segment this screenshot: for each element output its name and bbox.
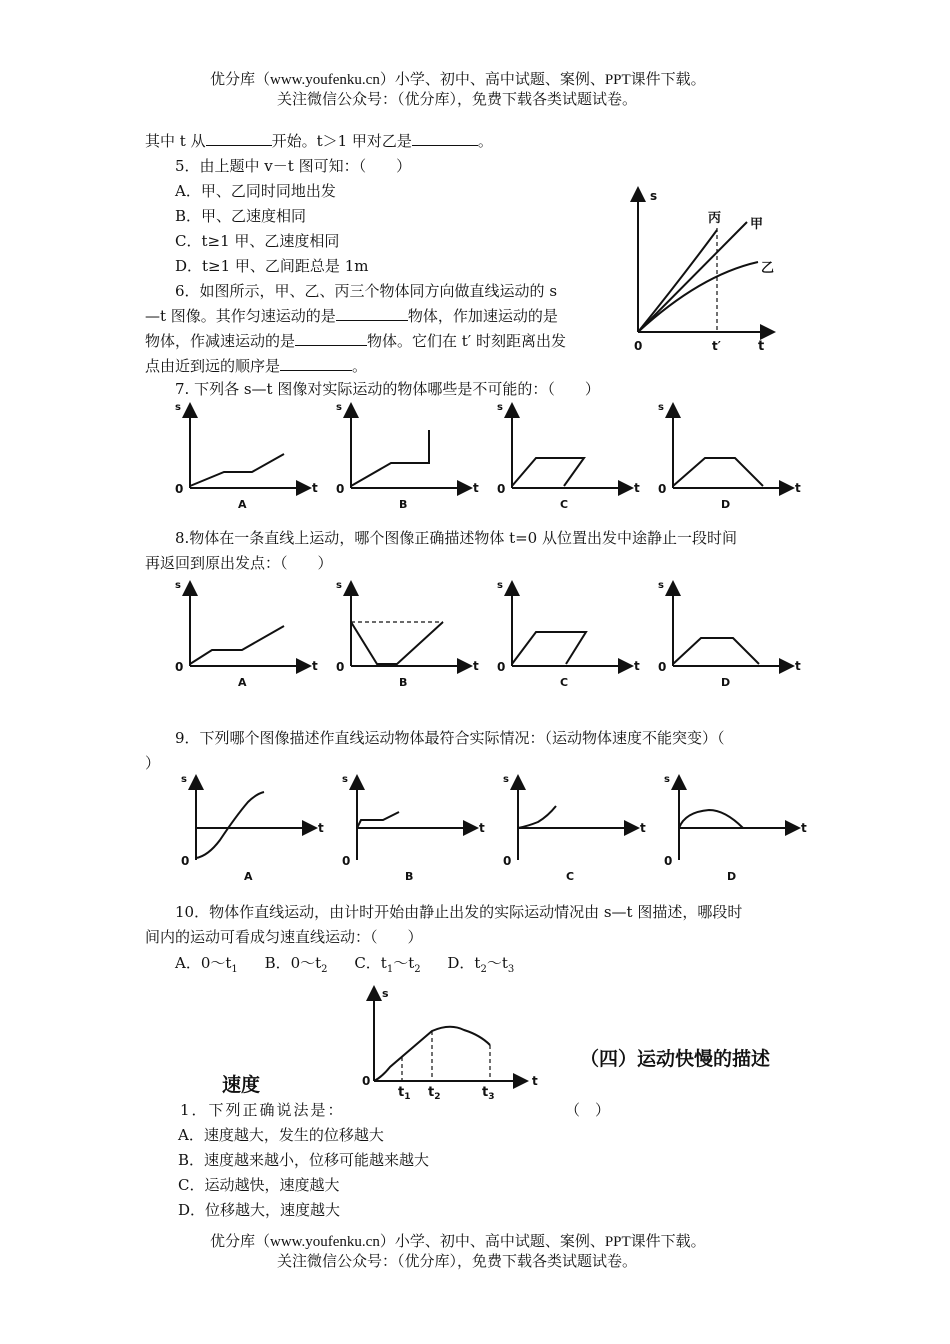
origin-label: 0 bbox=[342, 854, 351, 868]
graph-curve bbox=[357, 812, 399, 828]
q6-line-4: 点由近到远的顺序是 。 bbox=[145, 357, 368, 375]
s-label: s bbox=[175, 580, 181, 591]
option-label: A bbox=[244, 870, 253, 883]
q6-line-1: 6．如图所示，甲、乙、丙三个物体同方向做直线运动的 s bbox=[175, 282, 558, 300]
q9-line-2: ） bbox=[145, 754, 161, 772]
st-graph-d bbox=[655, 400, 805, 512]
option-label: D bbox=[721, 676, 731, 689]
graph-curve bbox=[190, 626, 284, 664]
header-line-1: 优分库（www.youfenku.cn）小学、初中、高中试题、案例、PPT课件下载。 bbox=[210, 72, 706, 88]
q9-line-1: 9．下列哪个图像描述作直线运动物体最符合实际情况：（运动物体速度不能突变）（ bbox=[175, 729, 725, 747]
s-label: s bbox=[382, 987, 389, 1000]
option-label: B bbox=[405, 870, 414, 883]
origin-label: 0 bbox=[497, 482, 506, 496]
st-graph-c bbox=[494, 578, 644, 690]
st-graph-b bbox=[333, 400, 483, 512]
origin-label: 0 bbox=[658, 660, 667, 674]
section-title: （四）运动快慢的描述 bbox=[580, 1048, 771, 1070]
q10-line-2: 间内的运动可看成匀速直线运动：（ ） bbox=[145, 928, 423, 946]
s-label: s bbox=[658, 580, 664, 591]
t2-label: $t_2$ bbox=[428, 1085, 441, 1102]
t-label: t bbox=[473, 659, 479, 673]
st-graph-d bbox=[661, 772, 811, 884]
t-label: t bbox=[479, 821, 485, 835]
t-label: t bbox=[473, 481, 479, 495]
origin-label: 0 bbox=[634, 339, 643, 353]
s-label: s bbox=[658, 402, 664, 413]
section-subtitle: 速度 bbox=[222, 1074, 261, 1096]
footer-line-2: 关注微信公众号：（优分库），免费下载各类试题试卷。 bbox=[277, 1254, 638, 1270]
graph-curve bbox=[351, 430, 429, 486]
option-label: B bbox=[399, 676, 408, 689]
q10-option-c: C．$t_1\sim t_2$ bbox=[354, 954, 421, 975]
answer-blank[interactable] bbox=[206, 132, 272, 146]
q10-line-1: 10．物体作直线运动，由计时开始由静止出发的实际运动情况由 s—t 图描述，哪段时 bbox=[175, 903, 743, 921]
option-label: D bbox=[721, 498, 731, 511]
q5-option-c: C．t≥1 甲、乙速度相同 bbox=[175, 232, 340, 250]
q10-st-graph bbox=[360, 985, 550, 1100]
label-bing: 丙 bbox=[708, 211, 722, 226]
q10-option-d: D．$t_2\sim t_3$ bbox=[447, 954, 515, 975]
origin-label: 0 bbox=[336, 660, 345, 674]
s4q1-option-d: D．位移越大，速度越大 bbox=[178, 1201, 341, 1219]
t-label: t bbox=[532, 1074, 538, 1088]
s4q1-stem: 1．下列正确说法是： bbox=[180, 1101, 345, 1119]
st-graph-b bbox=[333, 578, 483, 690]
st-graph-a bbox=[172, 578, 322, 690]
t-label: t bbox=[312, 481, 318, 495]
q10-options bbox=[175, 952, 514, 975]
q4-tail: 其中 t 从 开始。t＞1 甲对乙是 。 bbox=[145, 132, 493, 150]
q6-st-graph bbox=[620, 180, 790, 355]
t3-label: $t_3$ bbox=[482, 1085, 495, 1102]
header-line-2: 关注微信公众号：（优分库），免费下载各类试题试卷。 bbox=[277, 92, 638, 108]
s4q1-paren: （ ） bbox=[565, 1101, 611, 1119]
curve-bing bbox=[638, 230, 717, 332]
graph-curve bbox=[518, 806, 556, 828]
graph-curve bbox=[190, 454, 284, 486]
option-label: B bbox=[399, 498, 408, 511]
graph-curve bbox=[512, 458, 584, 486]
st-graph-a bbox=[172, 400, 322, 512]
label-jia: 甲 bbox=[750, 217, 764, 232]
origin-label: 0 bbox=[336, 482, 345, 496]
origin-label: 0 bbox=[181, 854, 190, 868]
t-label: t bbox=[640, 821, 646, 835]
s-label: s bbox=[342, 774, 348, 785]
t-label: t bbox=[634, 481, 640, 495]
answer-blank[interactable] bbox=[280, 357, 352, 371]
q5-option-b: B．甲、乙速度相同 bbox=[175, 207, 307, 225]
s-label: s bbox=[497, 580, 503, 591]
s-label: s bbox=[503, 774, 509, 785]
origin-label: 0 bbox=[175, 482, 184, 496]
option-label: A bbox=[238, 498, 247, 511]
q5-option-a: A．甲、乙同时同地出发 bbox=[175, 182, 336, 200]
q10-option-b: B．$0\sim t_2$ bbox=[264, 954, 328, 975]
answer-blank[interactable] bbox=[336, 307, 408, 321]
origin-label: 0 bbox=[503, 854, 512, 868]
option-label: C bbox=[560, 498, 569, 511]
s4q1-option-c: C．运动越快，速度越大 bbox=[178, 1176, 340, 1194]
graph-curve bbox=[679, 810, 743, 828]
q5-stem: 5．由上题中 v－t 图可知：（ ） bbox=[175, 157, 412, 175]
s-label: s bbox=[175, 402, 181, 413]
t-label: t bbox=[318, 821, 324, 835]
t-label: t bbox=[801, 821, 807, 835]
answer-blank[interactable] bbox=[295, 332, 367, 346]
t-label: t bbox=[758, 339, 765, 354]
option-label: A bbox=[238, 676, 247, 689]
q8-line-1: 8.物体在一条直线上运动，哪个图像正确描述物体 t=0 从位置出发中途静止一段时间 bbox=[175, 529, 737, 547]
footer-line-1: 优分库（www.youfenku.cn）小学、初中、高中试题、案例、PPT课件下载。 bbox=[210, 1234, 706, 1250]
graph-curve bbox=[673, 458, 763, 486]
q10-option-a: A．$0\sim t_1$ bbox=[175, 954, 238, 975]
st-graph-b bbox=[339, 772, 489, 884]
origin-label: 0 bbox=[175, 660, 184, 674]
t-label: t bbox=[795, 659, 801, 673]
t1-label: $t_1$ bbox=[398, 1085, 411, 1102]
origin-label: 0 bbox=[362, 1074, 371, 1088]
q8-line-2: 再返回到原出发点：（ ） bbox=[145, 554, 333, 572]
q7-stem: 7. 下列各 s—t 图像对实际运动的物体哪些是不可能的：（ ） bbox=[175, 380, 600, 398]
s4q1-option-b: B．速度越来越小，位移可能越来越大 bbox=[178, 1151, 430, 1169]
st-graph-a bbox=[178, 772, 328, 884]
origin-label: 0 bbox=[664, 854, 673, 868]
q5-option-d: D．t≥1 甲、乙间距总是 1m bbox=[175, 257, 369, 275]
graph-curve bbox=[351, 622, 443, 664]
s-label: s bbox=[336, 580, 342, 591]
graph-curve bbox=[512, 632, 586, 664]
s-label: s bbox=[650, 189, 658, 203]
q6-line-2: —t 图像。其作匀速运动的是 物体，作加速运动的是 bbox=[145, 307, 558, 325]
st-graph-c bbox=[500, 772, 650, 884]
t-label: t bbox=[634, 659, 640, 673]
s-label: s bbox=[497, 402, 503, 413]
option-label: C bbox=[566, 870, 575, 883]
s-label: s bbox=[181, 774, 187, 785]
s4q1-option-a: A．速度越大，发生的位移越大 bbox=[178, 1126, 384, 1144]
t-label: t bbox=[795, 481, 801, 495]
s-label: s bbox=[664, 774, 670, 785]
q6-line-3: 物体，作减速运动的是 物体。它们在 t′ 时刻距离出发 bbox=[145, 332, 566, 350]
label-yi: 乙 bbox=[761, 261, 775, 276]
answer-blank[interactable] bbox=[412, 132, 478, 146]
line-jia bbox=[638, 222, 747, 332]
graph-curve bbox=[673, 638, 759, 664]
origin-label: 0 bbox=[658, 482, 667, 496]
s-label: s bbox=[336, 402, 342, 413]
t-prime-label: t′ bbox=[712, 339, 721, 353]
origin-label: 0 bbox=[497, 660, 506, 674]
t-label: t bbox=[312, 659, 318, 673]
graph-curve bbox=[196, 792, 264, 858]
st-graph-d bbox=[655, 578, 805, 690]
st-graph-c bbox=[494, 400, 644, 512]
option-label: D bbox=[727, 870, 737, 883]
option-label: C bbox=[560, 676, 569, 689]
